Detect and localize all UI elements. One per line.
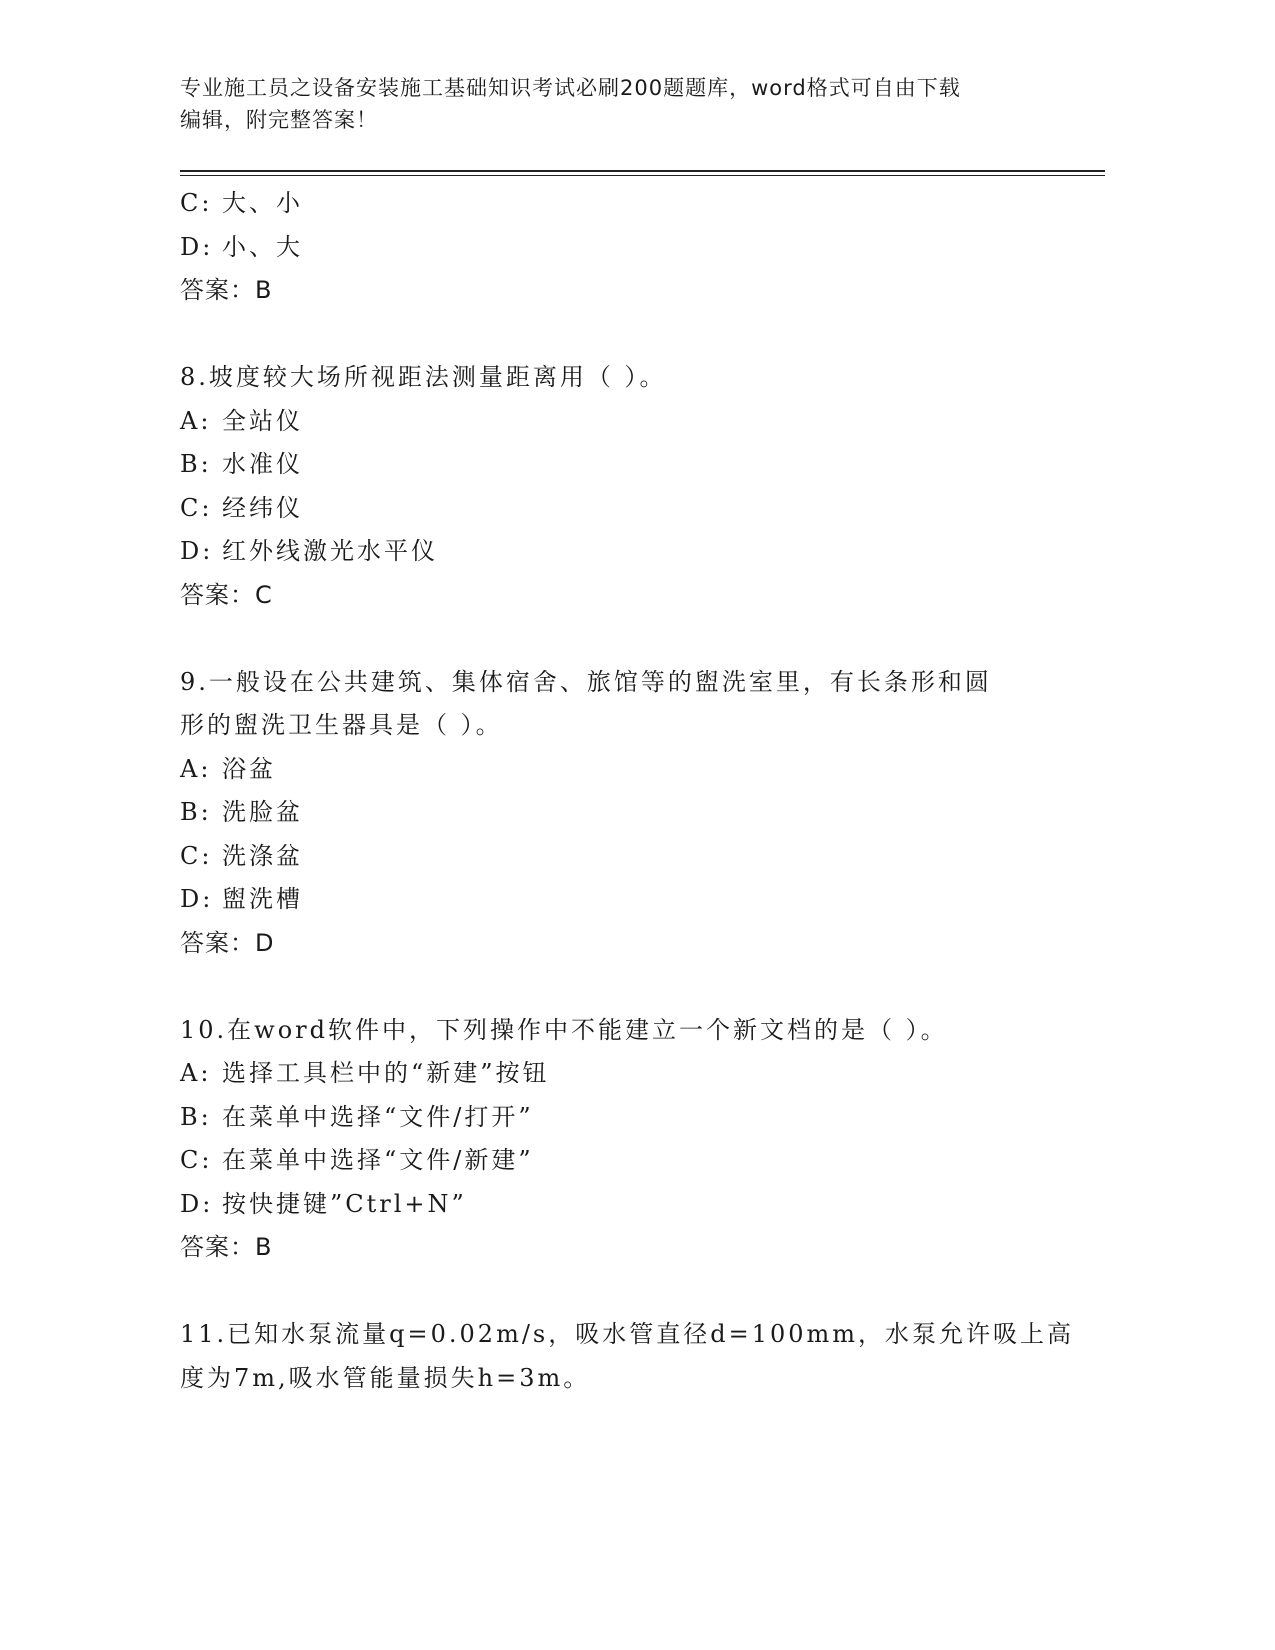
- option-b: B: 水准仪: [180, 450, 303, 478]
- option-d: D: 按快捷键”Ctrl+N”: [180, 1189, 467, 1218]
- question-7-tail: [180, 182, 1060, 313]
- answer: 答案：B: [180, 1233, 273, 1261]
- option-c: C: 在菜单中选择“文件/新建”: [180, 1146, 534, 1174]
- header-divider-thin: [180, 175, 1105, 176]
- option-b: B: 在菜单中选择“文件/打开”: [180, 1102, 534, 1131]
- option-a: A: 全站仪: [180, 406, 303, 435]
- header-title-line-1: 专业施工员之设备安装施工基础知识考试必刷200题题库，word格式可自由下载: [180, 76, 961, 100]
- document-header: [180, 72, 1040, 136]
- header-title-line-2: 编辑，附完整答案！: [180, 108, 378, 132]
- answer: 答案：B: [180, 276, 273, 304]
- question-stem-line-1: 11.已知水泵流量q=0.02m/s，吸水管直径d=100mm，水泵允许吸上高: [180, 1320, 1075, 1348]
- question-8: [180, 356, 1060, 617]
- question-stem-line-1: 9.一般设在公共建筑、集体宿舍、旅馆等的盥洗室里，有长条形和圆: [180, 667, 992, 696]
- option-a: A: 选择工具栏中的“新建”按钮: [180, 1059, 550, 1087]
- option-d: D: 红外线激光水平仪: [180, 537, 438, 565]
- question-stem: 10.在word软件中，下列操作中不能建立一个新文档的是（ ）。: [180, 1015, 948, 1044]
- question-stem: 8.坡度较大场所视距法测量距离用（ ）。: [180, 363, 667, 391]
- answer: 答案：D: [180, 928, 275, 957]
- question-10: [180, 1009, 1060, 1270]
- question-content: [180, 182, 1075, 1400]
- answer: 答案：C: [180, 580, 273, 609]
- header-divider: [180, 170, 1105, 172]
- option-d: D: 小、大: [180, 232, 303, 261]
- option-a: A: 浴盆: [180, 754, 276, 783]
- option-c: C: 洗涤盆: [180, 841, 303, 870]
- option-d: D: 盥洗槽: [180, 885, 303, 913]
- question-stem-line-2: 度为7m,吸水管能量损失h=3m。: [180, 1363, 591, 1392]
- question-stem-line-2: 形的盥洗卫生器具是（ ）。: [180, 711, 503, 739]
- question-9: [180, 661, 1060, 966]
- question-11: [180, 1313, 1075, 1400]
- option-c: C: 经纬仪: [180, 493, 303, 522]
- option-b: B: 洗脸盆: [180, 798, 303, 826]
- option-c: C: 大、小: [180, 189, 303, 217]
